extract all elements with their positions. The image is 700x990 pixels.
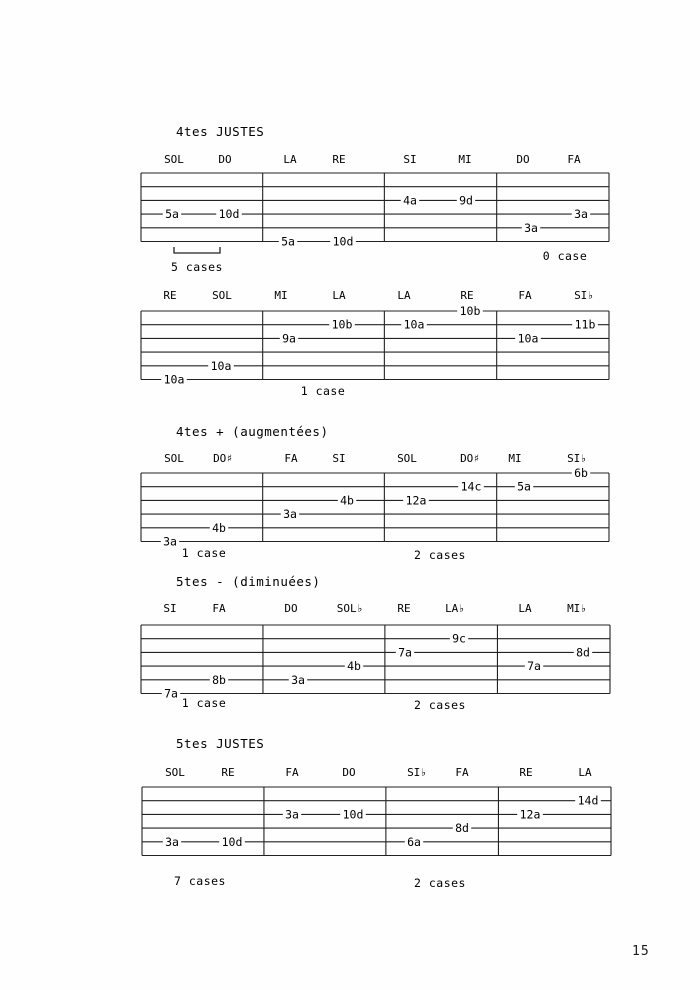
- interval-caption: 1 case: [300, 384, 346, 398]
- fret-label: 3a: [574, 207, 588, 222]
- note-name: FA: [212, 602, 226, 615]
- note-name: SI: [403, 153, 417, 166]
- fret-label: 3a: [291, 672, 305, 687]
- note-name: RE: [397, 602, 411, 615]
- section-title: 5tes JUSTES: [176, 736, 265, 751]
- note-name: DO♯: [460, 452, 480, 465]
- fret-label: 10a: [403, 317, 425, 332]
- note-name: SI♭: [574, 289, 594, 302]
- fret-label: 7a: [164, 686, 178, 701]
- fret-label: 9c: [452, 631, 466, 646]
- note-name: SI♭: [407, 766, 427, 779]
- note-name: FA: [455, 766, 469, 779]
- note-name: SOL: [212, 289, 232, 302]
- note-name: SI: [332, 452, 346, 465]
- fret-label: 12a: [405, 493, 427, 508]
- interval-caption: 1 case: [181, 696, 227, 710]
- note-name: DO: [516, 153, 530, 166]
- interval-section: [141, 124, 609, 398]
- fret-label: 7a: [527, 659, 541, 674]
- fret-label: 4b: [212, 520, 226, 535]
- fret-label: 3a: [524, 220, 538, 235]
- note-name: SOL: [397, 452, 417, 465]
- interval-caption: 1 case: [181, 546, 227, 560]
- fret-label: 14c: [460, 479, 482, 494]
- tab-diagram: [141, 602, 610, 712]
- note-name: LA: [578, 766, 592, 779]
- note-name: RE: [332, 153, 346, 166]
- interval-caption: 0 case: [542, 249, 588, 263]
- note-name: SI♭: [567, 452, 587, 465]
- fret-label: 10a: [163, 372, 185, 387]
- fret-label: 10d: [332, 234, 354, 249]
- fret-label: 6a: [407, 834, 421, 849]
- note-name: FA: [284, 452, 298, 465]
- note-name: SOL: [164, 153, 184, 166]
- note-name: SOL♭: [336, 602, 364, 615]
- note-name: SOL: [164, 452, 184, 465]
- page-number: 15: [632, 944, 650, 959]
- fret-label: 6b: [574, 466, 588, 480]
- interval-caption: 2 cases: [414, 876, 466, 890]
- note-name: LA♭: [445, 602, 465, 615]
- fret-label: 10a: [210, 358, 232, 373]
- interval-caption: 5 cases: [171, 260, 223, 274]
- fret-label: 10d: [221, 834, 243, 849]
- tab-diagram: [142, 766, 611, 890]
- note-name: MI: [274, 289, 288, 302]
- fret-label: 5a: [165, 207, 179, 222]
- fret-label: 4b: [340, 493, 354, 508]
- note-name: DO: [342, 766, 356, 779]
- interval-section: [142, 736, 611, 890]
- fret-label: 8b: [212, 672, 226, 687]
- interval-section: [141, 424, 609, 562]
- note-name: MI: [508, 452, 522, 465]
- note-name: MI: [458, 153, 472, 166]
- fret-label: 5a: [517, 479, 531, 494]
- fret-label: 3a: [283, 507, 297, 522]
- note-name: SOL: [165, 766, 185, 779]
- note-name: LA: [518, 602, 532, 615]
- section-title: 4tes + (augmentées): [176, 424, 329, 439]
- fret-label: 3a: [285, 807, 299, 822]
- note-name: DO: [218, 153, 232, 166]
- section-title: 4tes JUSTES: [176, 124, 265, 139]
- fret-label: 11b: [574, 317, 596, 332]
- note-name: DO: [284, 602, 298, 615]
- interval-caption: 2 cases: [414, 548, 466, 562]
- fret-label: 10d: [342, 807, 364, 822]
- note-name: RE: [163, 289, 177, 302]
- fret-label: 10b: [459, 304, 481, 318]
- note-name: FA: [518, 289, 532, 302]
- fret-label: 8d: [576, 645, 590, 660]
- fret-label: 5a: [281, 234, 295, 249]
- fret-label: 8d: [455, 821, 469, 836]
- note-name: RE: [519, 766, 533, 779]
- fret-label: 7a: [398, 645, 412, 660]
- fret-label: 9a: [282, 331, 296, 346]
- note-name: FA: [285, 766, 299, 779]
- note-name: RE: [460, 289, 474, 302]
- fret-label: 10d: [218, 207, 240, 222]
- note-name: LA: [283, 153, 297, 166]
- fret-label: 10a: [517, 331, 539, 346]
- interval-caption: 2 cases: [414, 698, 466, 712]
- note-name: MI♭: [567, 602, 587, 615]
- interval-bracket: [174, 247, 220, 253]
- note-name: DO♯: [213, 452, 233, 465]
- fret-label: 10b: [331, 317, 353, 332]
- tab-diagram: [141, 153, 609, 274]
- note-name: FA: [567, 153, 581, 166]
- fret-label: 14d: [577, 793, 599, 808]
- note-name: RE: [221, 766, 235, 779]
- tab-diagram: [141, 289, 609, 398]
- note-name: LA: [332, 289, 346, 302]
- fret-label: 12a: [519, 807, 541, 822]
- fret-label: 3a: [165, 834, 179, 849]
- fret-label: 9d: [459, 193, 473, 208]
- note-name: SI: [163, 602, 177, 615]
- fret-label: 4a: [403, 193, 417, 208]
- note-name: LA: [397, 289, 411, 302]
- fret-label: 4b: [347, 659, 361, 674]
- interval-section: [141, 574, 610, 712]
- tab-diagram: [141, 452, 609, 562]
- section-title: 5tes - (diminuées): [176, 574, 321, 589]
- fret-label: 3a: [163, 534, 177, 549]
- interval-caption: 7 cases: [174, 874, 226, 888]
